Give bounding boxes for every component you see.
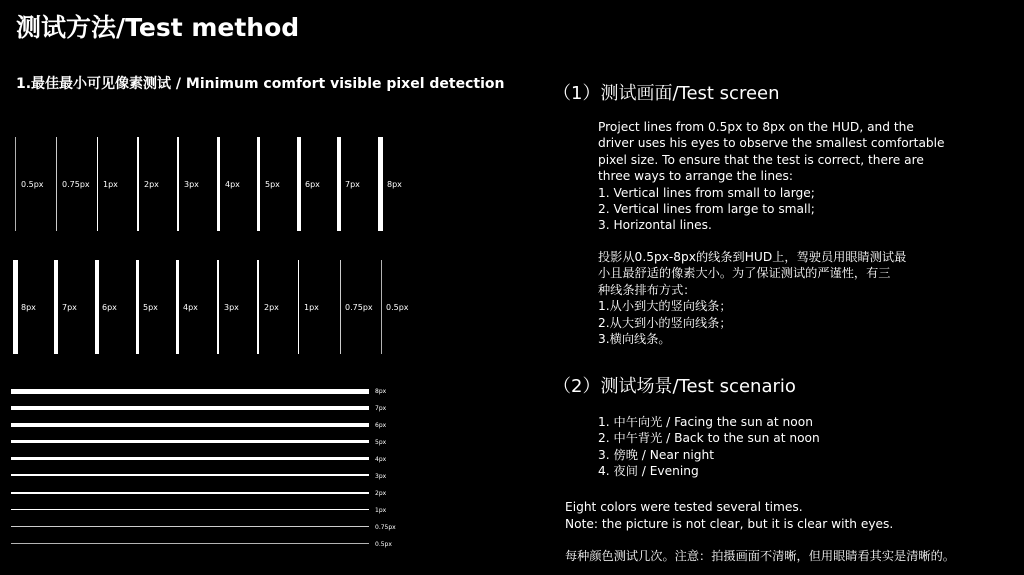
- description-line: 1. Vertical lines from small to large;: [598, 185, 815, 200]
- line-sample: [11, 389, 369, 394]
- line-sample: [257, 260, 259, 354]
- description-line: 投影从0.5px-8px的线条到HUD上，驾驶员用眼睛测试最: [598, 250, 907, 264]
- line-sample: [297, 137, 301, 231]
- description-line: 2. Vertical lines from large to small;: [598, 202, 815, 217]
- line-label: 3px: [224, 303, 239, 312]
- test-screen-description-cn: [598, 249, 906, 347]
- line-label: 6px: [375, 422, 387, 429]
- horizontal-lines: [0, 385, 420, 550]
- line-label: 7px: [375, 405, 387, 412]
- vertical-lines-descending: [0, 258, 420, 358]
- line-sample: [378, 137, 383, 231]
- description-line: three ways to arrange the lines:: [598, 169, 793, 184]
- line-sample: [11, 526, 369, 527]
- page-title: 测试方法/Test method: [16, 13, 300, 42]
- line-sample: [11, 440, 369, 443]
- line-sample: [217, 137, 220, 231]
- line-label: 5px: [265, 180, 280, 189]
- line-label: 2px: [375, 490, 387, 497]
- note-line: Note: the picture is not clear, but it is clear with eyes.: [565, 516, 894, 531]
- section-heading-test-scenario: （2）测试场景/Test scenario: [553, 376, 796, 397]
- line-sample: [11, 492, 369, 494]
- line-label: 7px: [345, 180, 360, 189]
- test-screen-description-en: [598, 119, 945, 234]
- line-label: 0.75px: [345, 303, 373, 312]
- line-sample: [11, 509, 369, 510]
- line-label: 0.5px: [375, 541, 392, 548]
- line-label: 6px: [102, 303, 117, 312]
- line-label: 3px: [184, 180, 199, 189]
- line-label: 1px: [375, 507, 387, 514]
- description-line: 1.从小到大的竖向线条；: [598, 299, 732, 314]
- line-sample: [56, 137, 57, 231]
- line-sample: [136, 260, 139, 354]
- line-sample: [97, 137, 98, 231]
- line-sample: [54, 260, 58, 354]
- line-label: 5px: [375, 439, 387, 446]
- list-item: 1. 中午向光 / Facing the sun at noon: [598, 415, 813, 429]
- description-line: 小且最舒适的像素大小。为了保证测试的严谨性，有三: [598, 266, 891, 281]
- line-label: 8px: [387, 180, 402, 189]
- line-label: 8px: [375, 388, 387, 395]
- line-sample: [15, 137, 16, 231]
- line-sample: [137, 137, 139, 231]
- list-item: 4. 夜间 / Evening: [598, 464, 699, 479]
- list-item: 2. 中午背光 / Back to the sun at noon: [598, 431, 820, 446]
- line-sample: [95, 260, 99, 354]
- line-label: 1px: [103, 180, 118, 189]
- line-label: 4px: [225, 180, 240, 189]
- section-subtitle: 1.最佳最小可见像素测试 / Minimum comfort visible pixel detection: [16, 76, 505, 92]
- line-sample: [11, 406, 369, 410]
- line-label: 4px: [375, 456, 387, 463]
- line-label: 3px: [375, 473, 387, 480]
- test-scenario-list: [598, 414, 820, 480]
- line-label: 6px: [305, 180, 320, 189]
- line-sample: [13, 260, 18, 354]
- line-sample: [298, 260, 299, 354]
- vertical-lines-ascending: [0, 135, 420, 235]
- note-cn: 每种颜色测试几次。注意：拍摄画面不清晰，但用眼睛看其实是清晰的。: [565, 549, 955, 563]
- line-sample: [11, 474, 369, 476]
- line-label: 0.75px: [62, 180, 90, 189]
- line-label: 2px: [264, 303, 279, 312]
- line-sample: [11, 457, 369, 460]
- line-sample: [11, 423, 369, 427]
- line-label: 1px: [304, 303, 319, 312]
- description-line: 2.从大到小的竖向线条；: [598, 315, 732, 330]
- line-sample: [381, 260, 382, 354]
- line-label: 7px: [62, 303, 77, 312]
- line-sample: [340, 260, 341, 354]
- description-line: 3.横向线条。: [598, 332, 671, 347]
- note-en: [565, 499, 893, 532]
- line-label: 5px: [143, 303, 158, 312]
- description-line: Project lines from 0.5px to 8px on the HUD, and the: [598, 120, 914, 134]
- line-label: 4px: [183, 303, 198, 312]
- line-label: 8px: [21, 303, 36, 312]
- description-line: 种线条排布方式：: [598, 282, 696, 297]
- line-sample: [337, 137, 341, 231]
- line-label: 0.5px: [21, 180, 44, 189]
- description-line: driver uses his eyes to observe the smallest comfortable: [598, 136, 945, 151]
- line-label: 2px: [144, 180, 159, 189]
- line-sample: [176, 260, 179, 354]
- list-item: 3. 傍晚 / Near night: [598, 447, 715, 462]
- section-heading-test-screen: （1）测试画面/Test screen: [553, 83, 780, 104]
- line-label: 0.5px: [386, 303, 409, 312]
- description-line: pixel size. To ensure that the test is correct, there are: [598, 152, 924, 167]
- line-sample: [177, 137, 179, 231]
- line-sample: [257, 137, 260, 231]
- line-sample: [11, 543, 369, 544]
- description-line: 3. Horizontal lines.: [598, 218, 712, 233]
- line-label: 0.75px: [375, 524, 396, 531]
- line-sample: [217, 260, 219, 354]
- note-line: Eight colors were tested several times.: [565, 500, 803, 514]
